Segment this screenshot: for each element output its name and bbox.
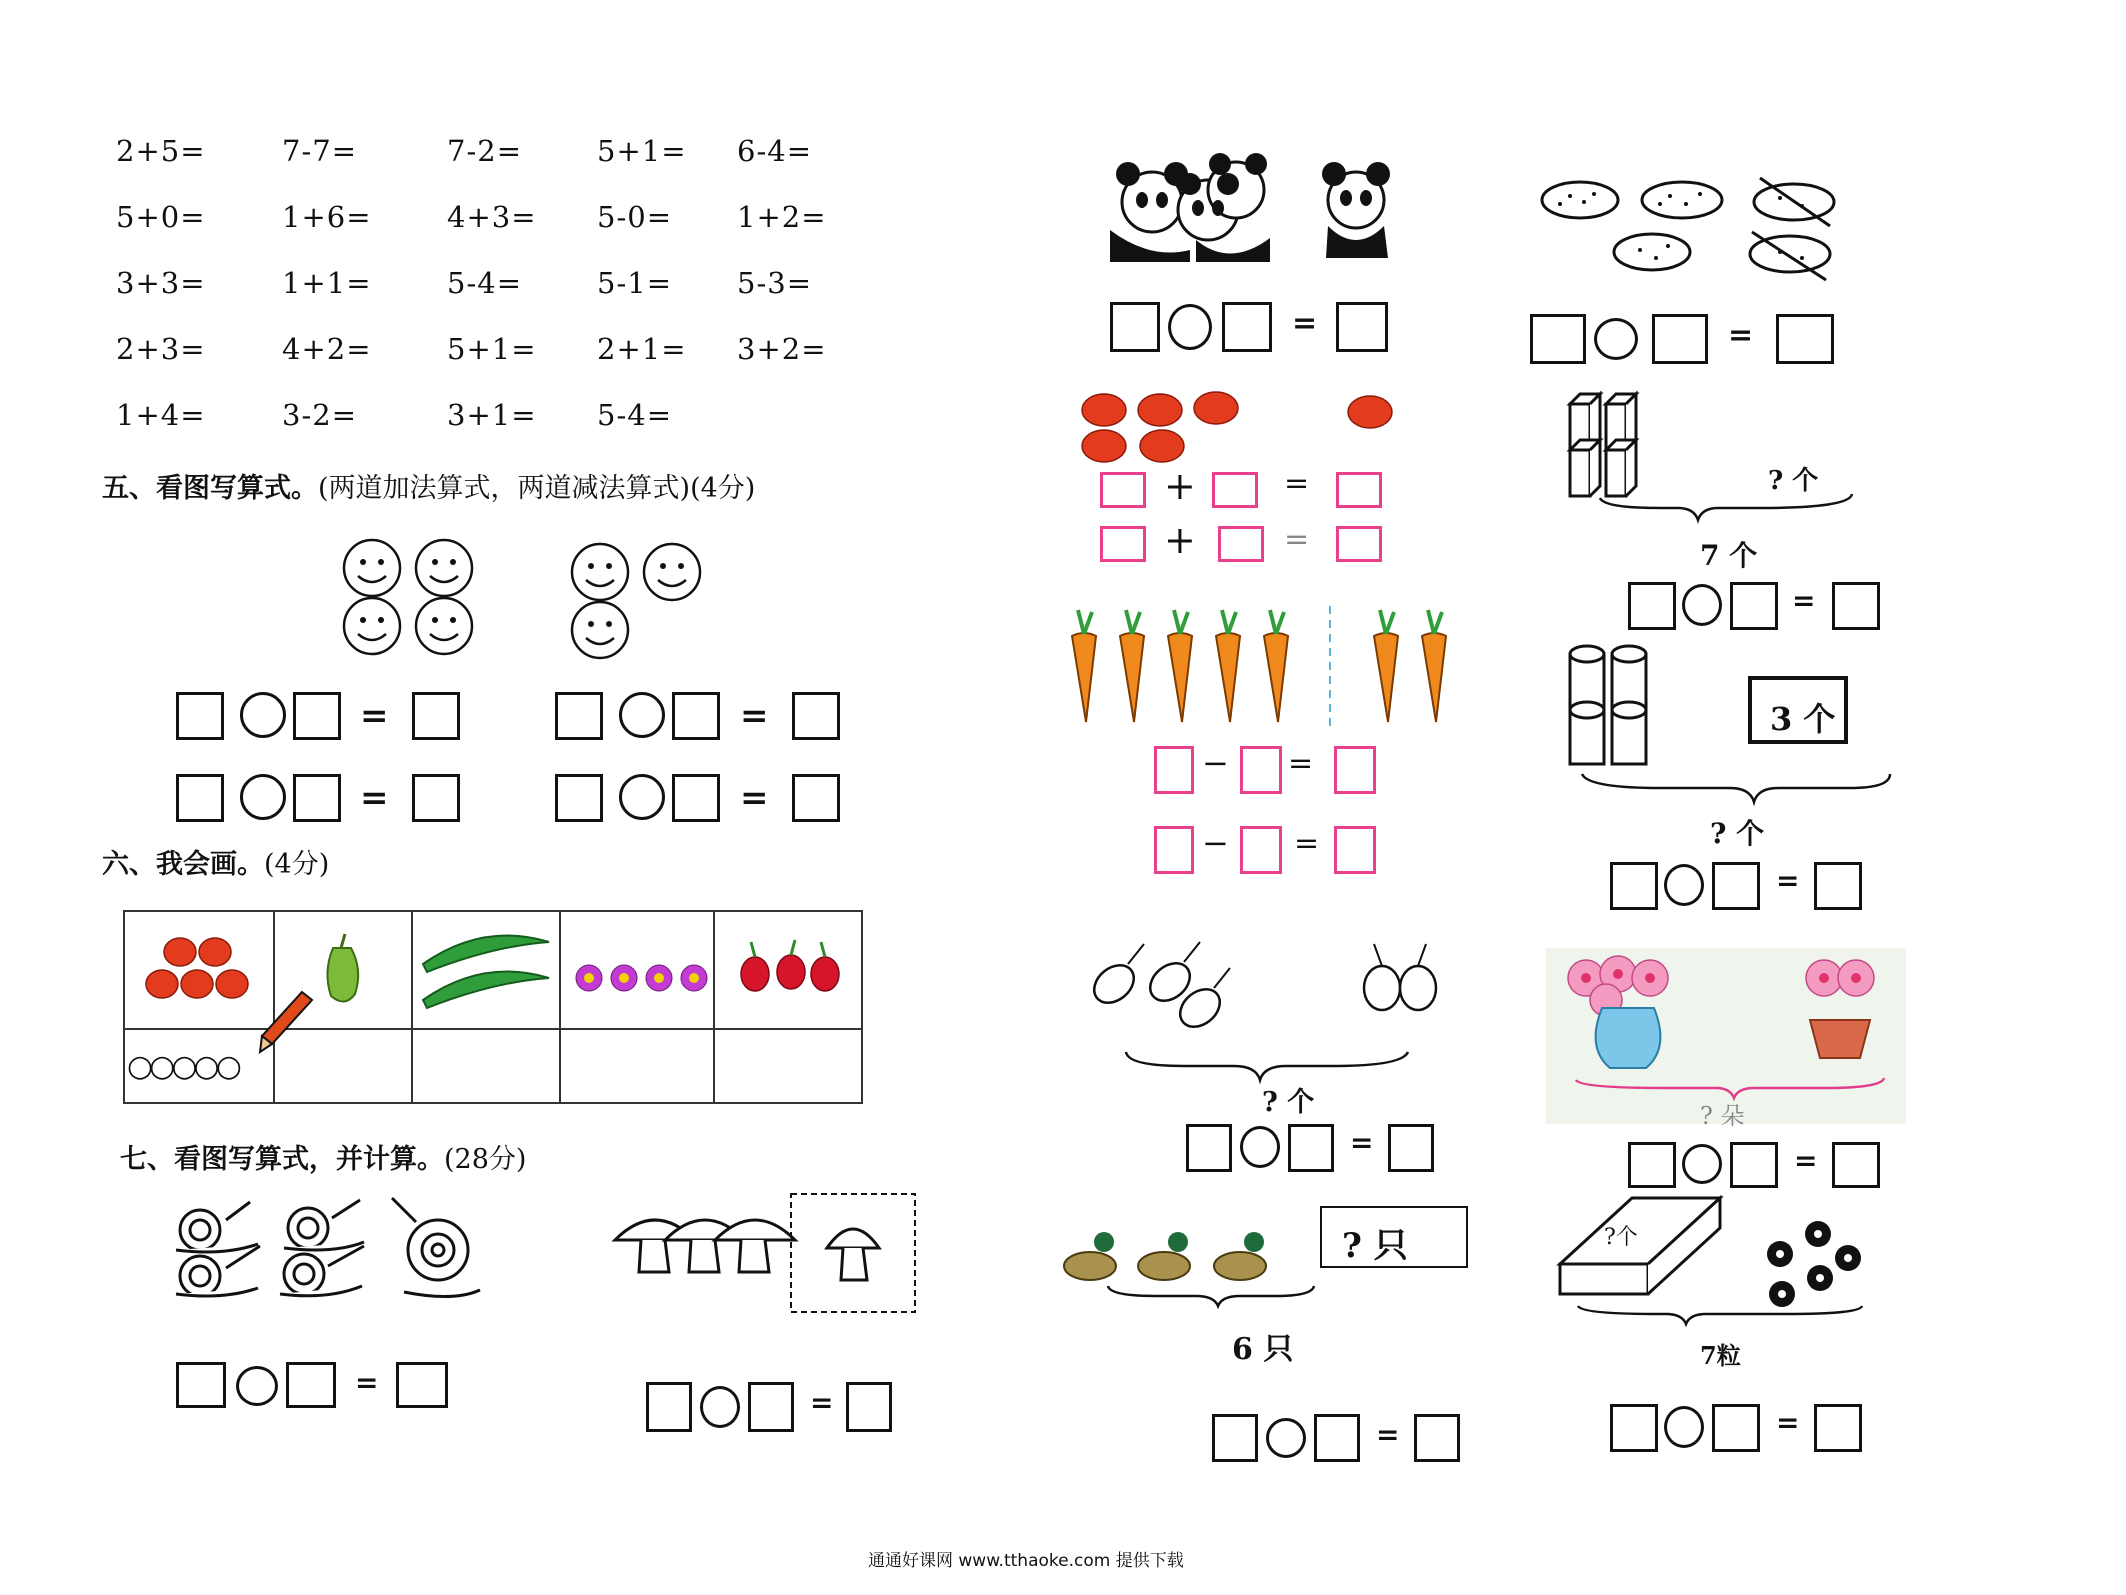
smiley-faces-picture	[336, 536, 716, 656]
example-cell	[124, 1029, 274, 1103]
answer-box[interactable]	[1336, 302, 1388, 352]
operator-circle[interactable]	[619, 774, 665, 820]
answer-box[interactable]	[1776, 314, 1834, 364]
answer-box[interactable]	[1154, 746, 1194, 794]
answer-box[interactable]	[1814, 1404, 1862, 1452]
drill-item: 4+3=	[447, 200, 537, 234]
answer-box[interactable]	[1832, 1142, 1880, 1188]
operator-circle[interactable]	[1594, 318, 1638, 360]
section6-title: 六、我会画。	[102, 849, 264, 880]
plus-sign: +	[1164, 464, 1196, 508]
cylinder-question-label: ? 个	[1710, 817, 1765, 850]
drill-item: 3-2=	[282, 398, 357, 432]
answer-box[interactable]	[1712, 862, 1760, 910]
answer-box[interactable]	[1414, 1414, 1460, 1462]
drill-item: 1+4=	[116, 398, 206, 432]
drill-item: 1+2=	[737, 200, 827, 234]
blocks-question-label: ? 个	[1768, 466, 1819, 496]
drill-item: 7-2=	[447, 134, 522, 168]
cylinder-count-box	[1748, 676, 1848, 744]
draw-cell[interactable]	[714, 1029, 862, 1103]
operator-circle[interactable]	[1168, 304, 1212, 350]
answer-box[interactable]	[1240, 826, 1282, 874]
blocks-total-label: 7 个	[1700, 539, 1758, 572]
cylinders-picture	[1560, 644, 1900, 804]
snails-picture	[164, 1190, 494, 1300]
ducks-picture	[1056, 1220, 1346, 1300]
answer-box[interactable]	[672, 774, 720, 822]
answer-box[interactable]	[792, 692, 840, 740]
plus-sign: +	[1164, 518, 1196, 562]
answer-box[interactable]	[1610, 862, 1658, 910]
answer-box[interactable]	[792, 774, 840, 822]
drill-item: 1+6=	[282, 200, 372, 234]
tomatoes-picture	[125, 912, 273, 1024]
answer-box[interactable]	[1100, 526, 1146, 562]
footer-text: 通通好课网 www.tthaoke.com 提供下载	[868, 1551, 1184, 1571]
answer-box[interactable]	[1388, 1124, 1434, 1172]
operator-circle[interactable]	[1682, 584, 1722, 626]
drill-item: 1+1=	[282, 266, 372, 300]
equals-sign: =	[1776, 1406, 1800, 1439]
equals-sign: =	[355, 1366, 379, 1399]
answer-box[interactable]	[1814, 862, 1862, 910]
answer-box[interactable]	[1652, 314, 1708, 364]
operator-circle[interactable]	[1664, 864, 1704, 906]
tomatoes-addition-picture	[1080, 388, 1400, 468]
answer-box[interactable]	[1628, 582, 1676, 630]
drill-item: 3+2=	[737, 332, 827, 366]
mushrooms-picture	[605, 1190, 923, 1320]
drill-item: 6-4=	[737, 134, 812, 168]
drill-item: 5-4=	[447, 266, 522, 300]
flower-cell	[560, 911, 714, 1029]
minus-sign: −	[1202, 744, 1229, 782]
answer-box[interactable]	[412, 692, 460, 740]
drill-item: 5-4=	[597, 398, 672, 432]
flowers-picture	[561, 912, 713, 1024]
equals-sign: =	[1376, 1418, 1400, 1451]
box-beads-picture	[1556, 1194, 1896, 1324]
example-circles: ○○○○○	[127, 1048, 238, 1084]
answer-box[interactable]	[1100, 472, 1146, 508]
section5-title: 五、看图写算式。	[102, 473, 318, 504]
answer-box[interactable]	[396, 1362, 448, 1408]
section7-title: 七、看图写算式，并计算。	[120, 1144, 444, 1175]
drill-item: 5+1=	[447, 332, 537, 366]
equals-sign: =	[1294, 826, 1320, 861]
duck-question-box	[1320, 1206, 1468, 1268]
answer-box[interactable]	[646, 1382, 692, 1432]
beads-total-label: 7粒	[1700, 1341, 1741, 1370]
answer-box[interactable]	[1628, 1142, 1676, 1188]
equals-sign: =	[360, 778, 389, 818]
draw-cell[interactable]	[412, 1029, 560, 1103]
cylinder-count-label: 3 个	[1770, 700, 1836, 738]
answer-box[interactable]	[1730, 582, 1778, 630]
equals-sign: =	[810, 1386, 834, 1419]
answer-box[interactable]	[1288, 1124, 1334, 1172]
operator-circle[interactable]	[236, 1366, 278, 1406]
drill-item: 2+3=	[116, 332, 206, 366]
answer-box[interactable]	[846, 1382, 892, 1432]
drill-item: 5-3=	[737, 266, 812, 300]
drill-item: 3+3=	[116, 266, 206, 300]
operator-circle[interactable]	[240, 774, 286, 820]
drill-item: 5+1=	[597, 134, 687, 168]
duck-question-label: ? 只	[1342, 1226, 1408, 1266]
section7-heading	[120, 1137, 526, 1176]
equals-sign: =	[1794, 1144, 1818, 1177]
answer-box[interactable]	[293, 692, 341, 740]
answer-box[interactable]	[555, 774, 603, 822]
answer-box[interactable]	[1334, 746, 1376, 794]
pineapple-question-label: ? 个	[1262, 1087, 1315, 1118]
answer-box[interactable]	[293, 774, 341, 822]
answer-box[interactable]	[1336, 472, 1382, 508]
equals-sign: =	[1792, 584, 1816, 617]
answer-box[interactable]	[176, 1362, 226, 1408]
answer-box[interactable]	[1610, 1404, 1658, 1452]
drill-item: 2+5=	[116, 134, 206, 168]
operator-circle[interactable]	[700, 1386, 740, 1428]
equals-sign: =	[1292, 306, 1318, 341]
drill-item: 4+2=	[282, 332, 372, 366]
drill-item: 5-0=	[597, 200, 672, 234]
drill-item: 3+1=	[447, 398, 537, 432]
answer-box[interactable]	[1730, 1142, 1778, 1188]
answer-box[interactable]	[176, 774, 224, 822]
equals-sign: =	[740, 778, 769, 818]
ovals-picture	[1540, 172, 1860, 282]
drill-item: 7-7=	[282, 134, 357, 168]
answer-box[interactable]	[1530, 314, 1586, 364]
answer-box[interactable]	[1186, 1124, 1232, 1172]
answer-box[interactable]	[1218, 526, 1264, 562]
section7-note: (28分)	[444, 1144, 527, 1175]
flower-question-label: ? 朵	[1700, 1102, 1745, 1130]
answer-box[interactable]	[412, 774, 460, 822]
answer-box[interactable]	[1336, 526, 1382, 562]
drawing-table	[123, 910, 863, 1104]
answer-box[interactable]	[748, 1382, 794, 1432]
answer-box[interactable]	[555, 692, 603, 740]
radish-cell	[714, 911, 862, 1029]
answer-box[interactable]	[1712, 1404, 1760, 1452]
drill-item: 5+0=	[116, 200, 206, 234]
answer-box[interactable]	[1832, 582, 1880, 630]
answer-box[interactable]	[1154, 826, 1194, 874]
drill-item: 5-1=	[597, 266, 672, 300]
equals-sign: =	[1284, 522, 1310, 557]
blocks-picture	[1560, 394, 1860, 524]
pineapples-picture	[1084, 934, 1464, 1074]
draw-cell[interactable]	[560, 1029, 714, 1103]
equals-sign: =	[1776, 864, 1800, 897]
answer-box[interactable]	[176, 692, 224, 740]
equals-sign: =	[1288, 746, 1314, 781]
operator-circle[interactable]	[1682, 1144, 1722, 1184]
drill-item: 2+1=	[597, 332, 687, 366]
answer-box[interactable]	[1212, 472, 1258, 508]
equals-sign: =	[740, 696, 769, 736]
cucumber-cell	[412, 911, 560, 1029]
answer-box[interactable]	[1222, 302, 1272, 352]
answer-box[interactable]	[286, 1362, 336, 1408]
answer-box[interactable]	[672, 692, 720, 740]
equals-sign: =	[1350, 1126, 1374, 1159]
section5-note: (两道加法算式，两道减法算式)(4分)	[318, 473, 756, 504]
operator-circle[interactable]	[1240, 1126, 1280, 1168]
carrots-picture	[1064, 606, 1464, 726]
duck-total-label: 6 只	[1232, 1332, 1294, 1367]
operator-circle[interactable]	[1664, 1406, 1704, 1448]
equals-sign: =	[1728, 318, 1754, 353]
box-question-label: ?个	[1604, 1225, 1638, 1250]
answer-box[interactable]	[1212, 1414, 1258, 1462]
equals-sign: =	[1284, 466, 1310, 501]
section6-note: (4分)	[264, 849, 330, 880]
section6-heading	[102, 842, 329, 881]
answer-box[interactable]	[1110, 302, 1160, 352]
answer-box[interactable]	[1314, 1414, 1360, 1462]
cucumbers-picture	[413, 912, 559, 1024]
flower-pots-picture	[1546, 948, 1906, 1088]
minus-sign: −	[1202, 824, 1229, 862]
answer-box[interactable]	[1334, 826, 1376, 874]
radishes-picture	[715, 912, 861, 1024]
pandas-picture	[1100, 150, 1420, 270]
answer-box[interactable]	[1240, 746, 1282, 794]
tomato-cell	[124, 911, 274, 1029]
operator-circle[interactable]	[619, 692, 665, 738]
section5-heading	[102, 466, 755, 505]
operator-circle[interactable]	[1266, 1418, 1306, 1458]
operator-circle[interactable]	[240, 692, 286, 738]
equals-sign: =	[360, 696, 389, 736]
pencil-icon	[258, 988, 318, 1058]
